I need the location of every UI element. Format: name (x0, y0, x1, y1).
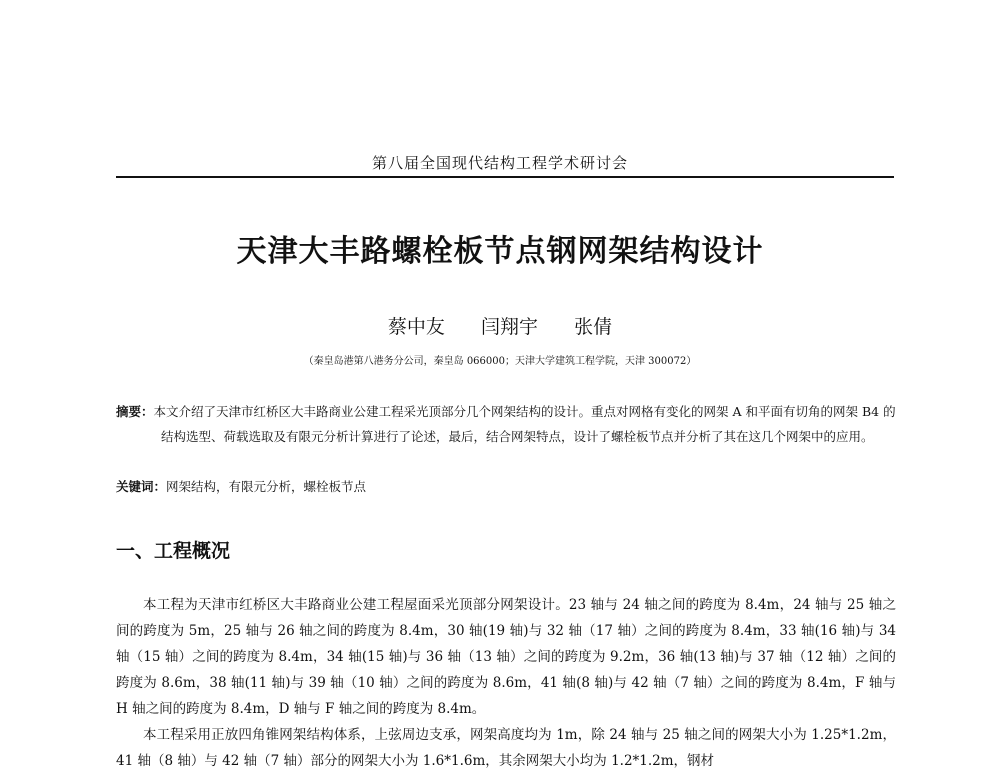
abstract-block (116, 399, 896, 449)
paper-affiliation: （秦皇岛港第八港务分公司，秦皇岛 066000；天津大学建筑工程学院，天津 300072） (303, 356, 697, 367)
paper-title: 天津大丰路螺栓板节点钢网架结构设计 (236, 234, 764, 269)
abstract-text: 本文介绍了天津市红桥区大丰路商业公建工程采光顶部分几个网架结构的设计。重点对网格有变化的网架 A 和平面有切角的网架 B4 的结构选型、荷载选取及有限元分析计算进行了论述，最后，结合网架特点，设计了螺栓板节点并分析了其在这几个网架中的应用。 (153, 404, 896, 444)
keywords-text: 网架结构，有限元分析，螺栓板节点 (166, 479, 367, 494)
paper-authors: 蔡中友 闫翔宇 张倩 (387, 316, 613, 338)
keywords-label: 关键词： (116, 479, 167, 494)
section-body (116, 592, 896, 774)
header-rule (116, 176, 894, 178)
body-paragraph-1: 本工程为天津市红桥区大丰路商业公建工程屋面采光顶部分网架设计。23 轴与 24 轴之间的跨度为 8.4m，24 轴与 25 轴之间的跨度为 5m，25 轴与 26 轴之间的跨度为 8.4m，30 轴(19 轴)与 32 轴（17 轴）之间的跨度为 8.4m，33 轴(16 轴)与 34 轴（15 轴）之间的跨度为 8.4m，34 轴(15 轴)与 36 轴（13 轴）之间的跨度为 9.2m，36 轴(13 轴)与 37 轴（12 轴）之间的跨度为 8.6m，38 轴(11 轴)与 39 轴（10 轴）之间的跨度为 8.6m，41 轴(8 轴)与 42 轴（7 轴）之间的跨度为 8.4m，F 轴与 H 轴之间的跨度为 8.4m，D 轴与 F 轴之间的跨度为 8.4m。 (116, 597, 896, 717)
body-paragraph-2: 本工程采用正放四角锥网架结构体系，上弦周边支承，网架高度均为 1m，除 24 轴与 25 轴之间的网架大小为 1.25*1.2m，41 轴（8 轴）与 42 轴（7 轴）部分的网架大小为 1.6*1.6m，其余网架大小均为 1.2*1.2m，钢材 (116, 727, 896, 769)
running-header: 第八届全国现代结构工程学术研讨会 (371, 154, 628, 172)
abstract-paragraph (116, 399, 896, 449)
keywords-block (116, 477, 896, 495)
abstract-label: 摘要： (116, 404, 154, 419)
section-heading-overview: 一、工程概况 (116, 540, 231, 562)
